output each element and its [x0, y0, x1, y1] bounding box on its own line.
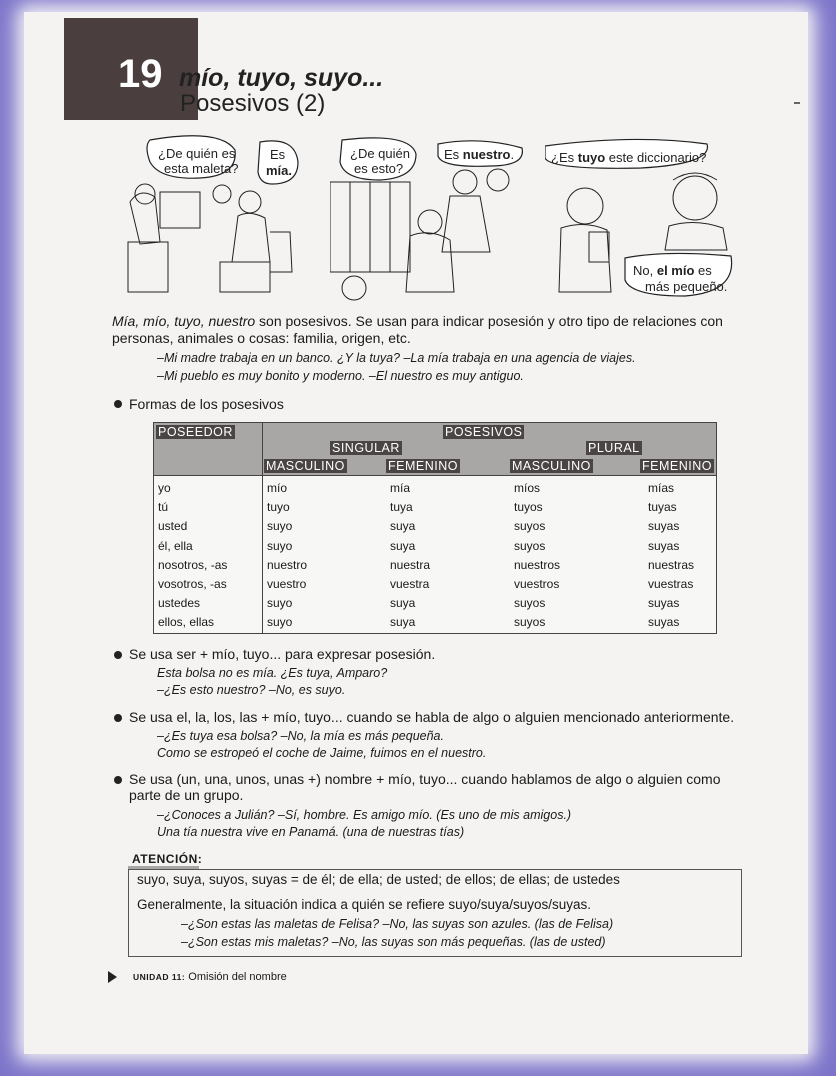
svg-text:Es: Es [270, 147, 286, 162]
header-singular: SINGULAR [332, 441, 400, 455]
bullet [114, 714, 122, 722]
footer-unit: UNIDAD 11: [133, 972, 186, 982]
svg-text:¿De quién: ¿De quién [350, 146, 410, 161]
forms-heading: Formas de los posesivos [129, 396, 284, 412]
svg-text:No, el mío es: No, el mío es [633, 263, 712, 278]
svg-text:Es nuestro.: Es nuestro. [444, 147, 515, 162]
header-posesivos: POSESIVOS [445, 425, 523, 439]
section-ser-heading: Se usa ser + mío, tuyo... para expresar posesión. [129, 646, 436, 662]
cartoon-family-scene [330, 132, 530, 302]
header-poseedor: POSEEDOR [158, 425, 233, 439]
cartoon-luggage-scene [120, 132, 320, 302]
svg-text:mía.: mía. [266, 163, 293, 178]
intro-rest: son posesivos. Se usan para indicar posesión y otro tipo de relaciones con personas, animales o cosas: familia, origen, etc. [112, 313, 723, 346]
section-noun-example-1: –¿Conoces a Julián? –Sí, hombre. Es amigo mío. (Es uno de mis amigos.) [157, 808, 572, 822]
bubble-1a-line2: esta maleta? [164, 161, 239, 176]
section-article-example-1: –¿Es tuya esa bolsa? –No, la mía es más pequeña. [157, 729, 444, 743]
bullet [114, 400, 122, 408]
svg-text:es esto?: es esto? [354, 161, 404, 176]
atencion-label: ATENCIÓN: [132, 852, 203, 866]
bullet [114, 776, 122, 784]
header-femenino-plural: FEMENINO [642, 459, 712, 473]
header-masculino-singular: MASCULINO [266, 459, 345, 473]
cartoon-dictionary-scene [545, 132, 745, 302]
header-femenino-singular: FEMENINO [388, 459, 458, 473]
bubble-1a: ¿De quién es [158, 146, 236, 161]
textbook-page [30, 18, 802, 1048]
section-ser-example-1: Esta bolsa no es mía. ¿Es tuya, Amparo? [157, 666, 388, 680]
illustration-2 [330, 132, 530, 302]
svg-text:más pequeño.: más pequeño. [645, 279, 728, 294]
atencion-example-1: –¿Son estas las maletas de Felisa? –No, las suyas son azules. (las de Felisa) [181, 917, 614, 931]
illustration-1 [120, 132, 320, 302]
lesson-title: mío, tuyo, suyo... [179, 64, 384, 92]
intro-example-1: –Mi madre trabaja en un banco. ¿Y la tuya? –La mía trabaja en una agencia de viajes. [157, 351, 636, 365]
edge-marker [794, 102, 800, 104]
header-masculino-plural: MASCULINO [512, 459, 591, 473]
lesson-number: 19 [118, 52, 163, 96]
intro-example-2: –Mi pueblo es muy bonito y moderno. –El nuestro es muy antiguo. [157, 369, 524, 383]
bullet [114, 651, 122, 659]
footer-crossref [133, 971, 287, 983]
lesson-subtitle: Posesivos (2) [180, 90, 326, 117]
section-article-example-2: Como se estropeó el coche de Jaime, fuimos en el nuestro. [157, 746, 487, 760]
section-article-heading: Se usa el, la, los, las + mío, tuyo... cuando se habla de algo o alguien mencionado anteriormente. [129, 709, 735, 725]
possessives-table: POSEEDOR POSESIVOS SINGULAR PLURAL MASCULINO FEMENINO MASCULINO FEMENINO yo mío mía míos mías tú tuyo tuya tuyos tuyas usted suyo suya suyos suyas él, ella suyo suya suyos suyas nosotros, -as nuestro nuestra nuestros nuestras vosotros, -as vuestro vuestra vuestros vuestras ustedes suyo suya suyos suyas ellos, ellas suyo suya suyos suyas [153, 422, 717, 634]
play-arrow-icon [108, 971, 117, 983]
intro-paragraph [112, 313, 782, 347]
atencion-example-2: –¿Son estas mis maletas? –No, las suyas son más pequeñas. (las de usted) [181, 935, 606, 949]
section-noun-heading-1: Se usa (un, una, unos, unas +) nombre + mío, tuyo... cuando hablamos de algo o alguien como [129, 771, 721, 787]
illustration-3 [545, 132, 745, 302]
intro-italic: Mía, mío, tuyo, nuestro [112, 313, 256, 329]
footer-text: Omisión del nombre [188, 971, 287, 983]
atencion-line-2: Generalmente, la situación indica a quién se refiere suyo/suya/suyos/suyas. [137, 897, 591, 912]
header-plural: PLURAL [588, 441, 640, 455]
atencion-box [128, 869, 742, 957]
section-ser-example-2: –¿Es esto nuestro? –No, es suyo. [157, 683, 346, 697]
section-noun-heading-2: parte de un grupo. [129, 787, 244, 803]
atencion-line-1: suyo, suya, suyos, suyas = de él; de ella; de usted; de ellos; de ellas; de ustedes [137, 872, 620, 887]
section-noun-example-2: Una tía nuestra vive en Panamá. (una de nuestras tías) [157, 825, 465, 839]
svg-text:¿Es tuyo este diccionario?: ¿Es tuyo este diccionario? [551, 150, 707, 165]
